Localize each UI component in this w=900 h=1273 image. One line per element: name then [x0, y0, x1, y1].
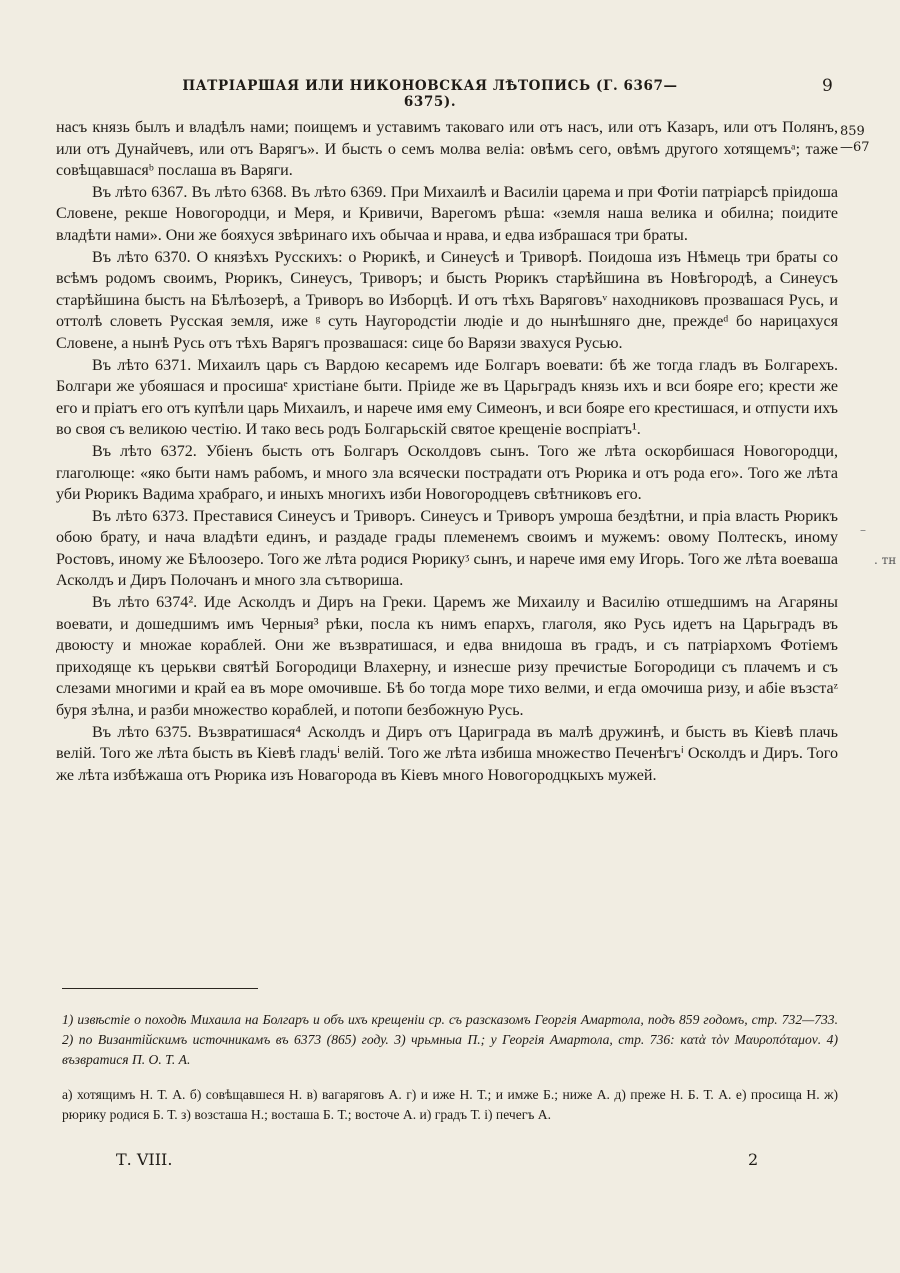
margin-year-end: —67 — [840, 140, 870, 155]
paragraph-6370: Въ лѣто 6370. О князѣхъ Русскихъ: о Рюрикѣ, и Синеусѣ и Триворѣ. Поидоша изъ Нѣмець три браты со всѣмъ родомъ своимъ, Рюрикъ, Синеусъ, Триворъ; и бысть Рюрикъ старѣйшина въ Новѣгородѣ, а Синеусъ старѣйшина бысть на Бѣлѣозерѣ, а Триворъ во Изборцѣ. И отъ тѣхъ Варяговъᵛ находниковъ прозвашася Русь, и оттолѣ словеть Русская земля, иже ᵍ суть Наугородстiи людiе и до нынѣшняго дне, преждеᵈ бо нарицахуся Словене, а нынѣ Русь отъ тѣхъ Варягъ прозвашася: сице бо Варязи звахуся Русью. — [56, 248, 838, 352]
page-number: 9 — [822, 76, 833, 96]
variant-readings: а) хотящимъ Н. Т. А. б) совѣщавшеся Н. в) вагаряговъ А. г) и иже Н. Т.; и имже Б.; ниже А. д) преже Н. Б. Т. А. е) просища Н. ж) рюрику родися Б. Т. з) возсташа Н.; восташа Б. Т.; восточе А. и) градъ Т. i) печегъ А. — [62, 1087, 838, 1122]
paragraph-6375: Въ лѣто 6375. Възвратишася⁴ Асколдъ и Диръ отъ Цариграда въ малѣ дружинѣ, и бысть въ Кiевѣ плачь велiй. Того же лѣта бысть въ Кiевѣ гладъⁱ велiй. Того же лѣта избиша множество Печенѣгъⁱ Осколдъ и Диръ. Того же лѣта избѣжаша отъ Рюрика изъ Новагорода въ Кiевъ много Новогородцкыхъ мужей. — [56, 723, 838, 784]
paragraph-6373: Въ лѣто 6373. Преставися Синеусъ и Триворъ. Синеусъ и Триворъ умроша бездѣтни, и прiа власть Рюрикъ обою брату, и нача владѣти единъ, и раздаде грады племенемъ своимъ и мужемъ: овому Полтескъ, иному Ростовъ, иному же Бѣлоозеро. Того же лѣта родися Рюрикуᶾ сынъ, и нарече имя ему Игорь. Того же лѣта воеваша Асколдъ и Диръ Полочанъ и много зла сътвориша. — [56, 507, 838, 590]
margin-fragment-mark: . тн — [874, 553, 897, 567]
footnote-text: 1) извѣстiе о походѣ Михаила на Болгаръ и объ ихъ крещенiи ср. съ разсказомъ Георгiя Амартола, подъ 859 годомъ, стр. 732—733. 2) по Византiйскимъ источникамъ въ 6373 (865) году. 3) чрьмныа П.; у Георгiя Амартола, стр. 736: κατὰ τὸν Μαυροπόταμον. 4) възвратися П. О. Т. А. — [62, 1012, 838, 1067]
paragraph-6372: Въ лѣто 6372. Убiенъ бысть отъ Болгаръ Осколдовъ сынъ. Того же лѣта оскорбишася Новогородци, глаголюще: «яко быти намъ рабомъ, и много зла всячески пострадати отъ Рюрика и отъ рода его». Того же лѣта уби Рюрикъ Вадима храбраго, и иныхъ многихъ изби Новогородцевъ свѣтниковъ его. — [56, 442, 838, 504]
margin-year-start: 859 — [840, 124, 865, 139]
margin-year-range — [840, 124, 870, 156]
signature-mark: 2 — [748, 1150, 759, 1169]
margin-dash-mark: – — [860, 523, 866, 537]
running-header: ПАТРІАРШАЯ ИЛИ НИКОНОВСКАЯ ЛѢТОПИСЬ (Г. 6367—6375). — [182, 78, 678, 110]
paragraph-6374: Въ лѣто 6374². Иде Асколдъ и Диръ на Греки. Царемъ же Михаилу и Василiю отшедшимъ на Агаряны воевати, и дошедшимъ имъ Черныя³ рѣки, посла къ нимъ епархъ, глаголя, яко Русь идетъ на Царьградъ въ двоюсту и множае кораблей. Они же възвратишася, и едва внидоша въ градъ, и съ патрiархомъ Фотiемъ приходяще къ церькви святѣй Богородици Влахерну, и изнесше ризу пречистые Богородици съ плачемъ и съ слезами многими и край еа въ море омочивше. Бѣ бо тогда море тихо велми, и егда омочиша ризу, и абiе възстаᶻ буря зѣлна, и разби множество кораблей, и потопи безбожную Русь. — [56, 594, 838, 720]
footnotes-numbered — [62, 1010, 838, 1070]
paragraph-continuation: насъ князь былъ и владѣлъ нами; поищемъ и уставимъ таковаго или отъ насъ, или отъ Казаръ, или отъ Полянъ, или отъ Дунайчевъ, или отъ Варягъ». И бысть о семъ молва велiа: овѣмъ сего, овѣмъ другого хотящемъᵃ; таже совѣщавшасяᵇ послаша въ Варяги. — [56, 119, 838, 180]
footnote-divider — [62, 988, 258, 989]
paragraph-6367: Въ лѣто 6367. Въ лѣто 6368. Въ лѣто 6369. При Михаилѣ и Василiи царема и при Фотiи патрiарсѣ прiидоша Словене, рекше Новогородци, и Меря, и Кривичи, Варегомъ рѣша: «земля наша велика и обилна; поидите владѣти нами». Они же бояхуся звѣринаго ихъ обычаа и нрава, и едва избрашася три браты. — [56, 183, 838, 244]
chronicle-text — [56, 117, 838, 786]
paragraph-6371: Въ лѣто 6371. Михаилъ царь съ Вардою кесаремъ иде Болгаръ воевати: бѣ же тогда гладъ въ Болгарехъ. Болгари же убояшася и просишаᵉ христiане быти. Прiиде же въ Царьградъ князь ихъ и вси бояре его; крести же его и прiатъ его отъ купѣли царь Михаилъ, и нарече имя ему Симеонъ, и вси бояре его крестишася, и отпусти ихъ во своя съ великою честiю. И тако весь родъ Болгарьскiй святое крещенiе воспрiатъ¹. — [56, 356, 838, 439]
footnotes-variants — [62, 1085, 838, 1125]
volume-label: Т. VIII. — [116, 1150, 173, 1169]
